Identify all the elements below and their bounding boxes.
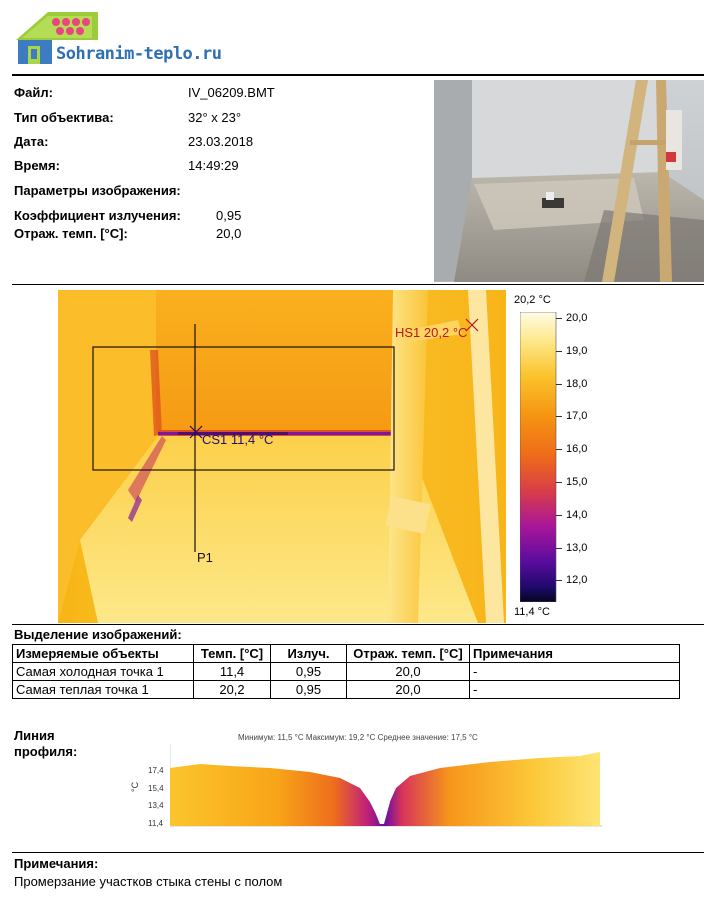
scale-tick-mark bbox=[556, 416, 562, 417]
profile-title bbox=[14, 728, 77, 760]
cell-reflected: 20,0 bbox=[347, 663, 470, 681]
date-label: Дата: bbox=[14, 134, 49, 149]
profile-y-tick-label: 17,4 bbox=[148, 766, 164, 775]
scale-tick-label: 20,0 bbox=[566, 312, 588, 324]
scale-tick-label: 16,0 bbox=[566, 443, 588, 456]
cell-notes: - bbox=[470, 663, 680, 681]
time-label: Время: bbox=[14, 158, 60, 173]
file-value: IV_06209.BMT bbox=[188, 85, 275, 100]
measurement-table bbox=[12, 644, 680, 699]
scale-tick-label: 15,0 bbox=[566, 476, 588, 488]
time-value: 14:49:29 bbox=[188, 158, 239, 173]
date-value: 23.03.2018 bbox=[188, 134, 254, 149]
image-params-label: Параметры изображения: bbox=[14, 183, 181, 198]
scale-tick-mark bbox=[556, 580, 562, 581]
cell-temp: 20,2 bbox=[194, 681, 271, 699]
scale-tick-mark bbox=[556, 482, 562, 483]
cold-spot-label: CS1 11,4 °C bbox=[202, 432, 274, 447]
profile-y-tick-label: 15,4 bbox=[148, 783, 164, 793]
profile-stats: Минимум: 11,5 °C Максимум: 19,2 °C Среднее значение: 17,5 °C bbox=[238, 733, 478, 742]
hot-spot-label: HS1 20,2 °C bbox=[395, 325, 468, 340]
col-header-reflected: Отраж. темп. [°C] bbox=[347, 645, 470, 663]
profile-y-tick-label: 13,4 bbox=[148, 801, 164, 810]
scale-tick-mark bbox=[556, 318, 562, 319]
reflected-temp-label: Отраж. темп. [°C]: bbox=[14, 226, 128, 241]
cell-notes: - bbox=[470, 681, 680, 699]
profile-y-tick-label: 11,4 bbox=[148, 818, 163, 828]
profile-title-line1: Линия bbox=[14, 728, 55, 743]
scale-min-label: 11,4 °C bbox=[514, 606, 550, 618]
notes-title: Примечания: bbox=[14, 856, 99, 871]
cell-object: Самая холодная точка 1 bbox=[13, 663, 194, 681]
table-row bbox=[13, 681, 680, 699]
notes-text: Промерзание участков стыка стены с полом bbox=[14, 874, 283, 889]
scale-tick-label: 12,0 bbox=[566, 574, 588, 587]
col-header-notes: Примечания bbox=[470, 645, 680, 663]
scale-tick-mark bbox=[556, 515, 562, 516]
lens-value: 32° x 23° bbox=[188, 110, 242, 125]
scale-max-label: 20,2 °C bbox=[514, 294, 551, 306]
scale-tick-label: 17,0 bbox=[566, 410, 588, 423]
reflected-temp-value: 20,0 bbox=[216, 226, 242, 241]
scale-tick-mark bbox=[556, 548, 562, 549]
scale-tick-mark bbox=[556, 449, 562, 450]
cell-object: Самая теплая точка 1 bbox=[13, 681, 194, 699]
cell-emissivity: 0,95 bbox=[271, 663, 347, 681]
brand-name: Sohranim-teplo.ru bbox=[56, 44, 222, 64]
file-label: Файл: bbox=[14, 85, 53, 100]
profile-title-line2: профиля: bbox=[14, 744, 78, 759]
scale-tick-label: 19,0 bbox=[566, 344, 588, 357]
cell-temp: 11,4 bbox=[194, 663, 271, 681]
col-header-emissivity: Излуч. bbox=[271, 645, 347, 663]
scale-tick-label: 18,0 bbox=[566, 377, 588, 390]
scale-tick-label: 13,0 bbox=[566, 541, 588, 554]
info-divider bbox=[12, 284, 704, 285]
selection-title: Выделение изображений: bbox=[14, 627, 182, 642]
visual-photo bbox=[434, 80, 704, 282]
profile-chart bbox=[170, 744, 602, 828]
color-scale-bar bbox=[520, 312, 560, 602]
cell-reflected: 20,0 bbox=[347, 681, 470, 699]
emissivity-value: 0,95 bbox=[216, 208, 242, 223]
profile-y-unit: °C bbox=[130, 781, 140, 792]
col-header-temp: Темп. [°C] bbox=[194, 645, 271, 663]
profile-divider bbox=[12, 852, 704, 853]
profile-line-label: P1 bbox=[197, 550, 213, 565]
table-header-row bbox=[13, 645, 680, 663]
scale-tick-mark bbox=[556, 384, 562, 385]
scale-tick-label: 14,0 bbox=[566, 508, 588, 521]
lens-label: Тип объектива: bbox=[14, 110, 114, 125]
table-row bbox=[13, 663, 680, 681]
cell-emissivity: 0,95 bbox=[271, 681, 347, 699]
col-header-object: Измеряемые объекты bbox=[13, 645, 194, 663]
scale-tick-mark bbox=[556, 351, 562, 352]
thermo-divider bbox=[12, 624, 704, 625]
emissivity-label: Коэффициент излучения: bbox=[14, 208, 181, 223]
header-divider bbox=[12, 74, 704, 76]
